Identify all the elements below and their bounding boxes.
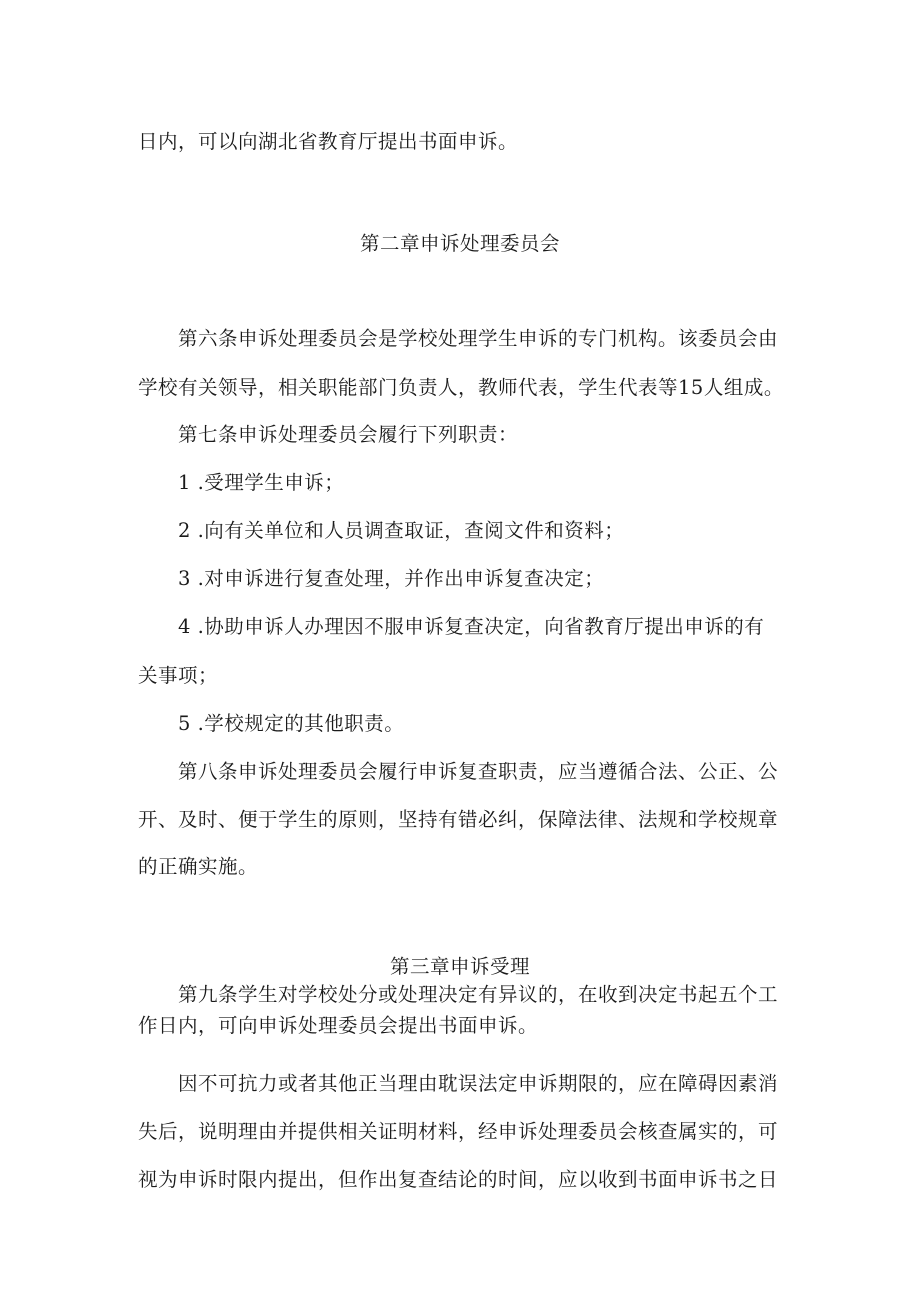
- article-6-line-1: 第六条申诉处理委员会是学校处理学生申诉的专门机构。该委员会由: [178, 327, 779, 350]
- article-7-item-4-line-2: 关事项；: [138, 664, 219, 687]
- article-6-line-2: 学校有关领导，相关职能部门负责人，教师代表，学生代表等15人组成。: [138, 376, 784, 399]
- article-9-line-2: 作日内，可向申诉处理委员会提出书面申诉。: [138, 1014, 539, 1037]
- paragraph-delay-line-2: 失后，说明理由并提供相关证明材料，经申诉处理委员会核查属实的，可: [138, 1120, 779, 1143]
- chapter-2-title: 第二章申诉处理委员会: [359, 232, 560, 255]
- article-8-line-3: 的正确实施。: [138, 855, 259, 878]
- article-7-item-5: 5 .学校规定的其他职责。: [178, 712, 405, 735]
- paragraph-delay-line-3: 视为申诉时限内提出，但作出复查结论的时间，应以收到书面申诉书之日: [138, 1168, 779, 1191]
- article-9-line-1: 第九条学生对学校处分或处理决定有异议的，在收到决定书起五个工: [178, 983, 779, 1006]
- article-7-item-1: 1 .受理学生申诉；: [178, 471, 345, 494]
- article-7-item-4-line-1: 4 .协助申诉人办理因不服申诉复查决定，向省教育厅提出申诉的有: [178, 615, 765, 638]
- intro-line: 日内，可以向湖北省教育厅提出书面申诉。: [138, 130, 519, 153]
- article-7-item-2: 2 .向有关单位和人员调查取证，查阅文件和资料；: [178, 519, 625, 542]
- paragraph-delay-line-1: 因不可抗力或者其他正当理由耽误法定申诉期限的，应在障碍因素消: [178, 1072, 779, 1095]
- article-7-item-3: 3 .对申诉进行复查处理，并作出申诉复查决定；: [178, 567, 605, 590]
- article-8-line-1: 第八条申诉处理委员会履行申诉复查职责，应当遵循合法、公正、公: [178, 760, 779, 783]
- article-8-line-2: 开、及时、便于学生的原则，坚持有错必纠，保障法律、法规和学校规章: [138, 808, 779, 831]
- chapter-3-title: 第三章申诉受理: [389, 955, 530, 978]
- article-7-line-1: 第七条申诉处理委员会履行下列职责：: [178, 423, 519, 446]
